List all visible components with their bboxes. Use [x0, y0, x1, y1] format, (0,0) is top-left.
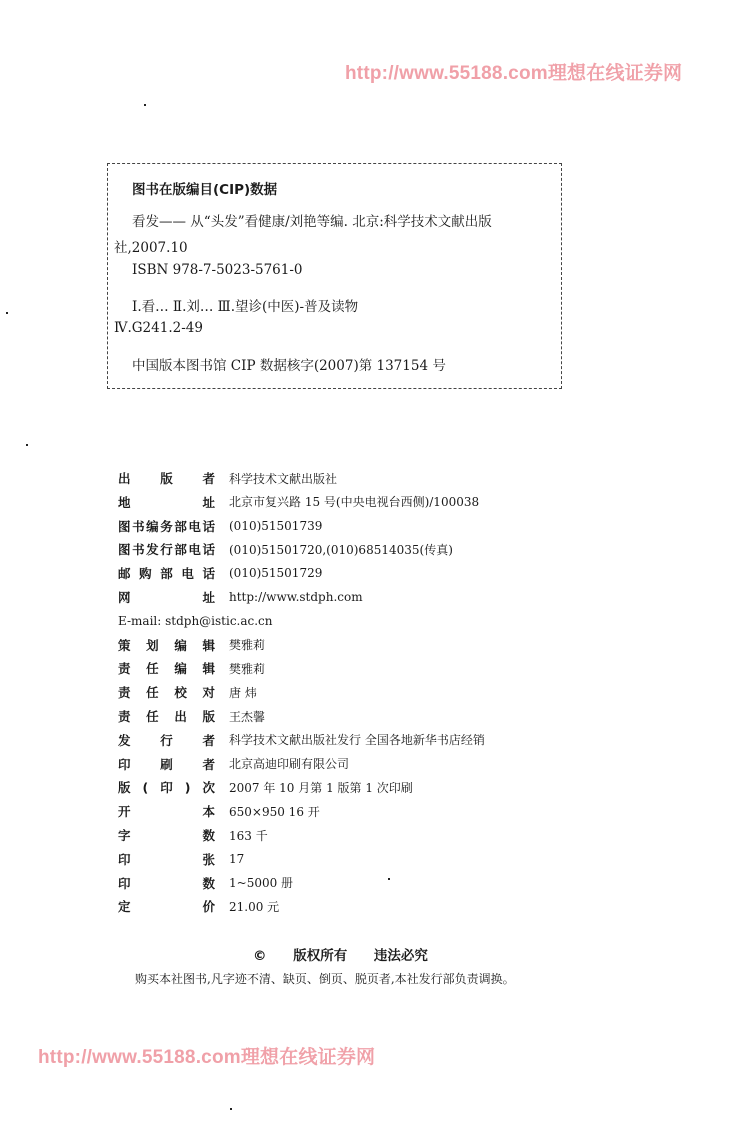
info-row: [118, 801, 320, 821]
watermark-bottom: http://www.55188.com理想在线证券网: [38, 1047, 376, 1068]
info-value: 王杰馨: [229, 709, 266, 724]
info-label: 印张: [118, 851, 215, 867]
info-label: 图书编务部电话: [118, 518, 215, 534]
info-value: (010)51501729: [229, 566, 323, 581]
scan-speck: [144, 104, 146, 106]
cip-line: Ⅳ.G241.2-49: [114, 320, 203, 336]
info-label: 邮购部电话: [118, 566, 215, 582]
info-value: 樊雅莉: [229, 638, 266, 653]
info-row: [118, 492, 479, 512]
info-row: [118, 896, 279, 916]
info-row: [118, 611, 273, 631]
copyright-rights: 版权所有: [293, 948, 348, 964]
info-value: 樊雅莉: [229, 661, 266, 676]
info-label: 责任校对: [118, 685, 215, 701]
info-label: 责任出版: [118, 709, 215, 724]
info-value: 163 千: [229, 828, 268, 843]
info-label: 责任编辑: [118, 661, 215, 677]
scan-speck: [388, 878, 390, 880]
info-label: 开本: [118, 804, 215, 820]
info-value: 21.00 元: [229, 899, 280, 914]
info-label: 印数: [118, 875, 215, 891]
info-row: [118, 682, 257, 702]
info-label: 定价: [118, 899, 215, 915]
info-row: [118, 563, 322, 583]
info-row: [118, 873, 293, 893]
notice-text: 购买本社图书,凡字迹不清、缺页、倒页、脱页者,本社发行部负责调换。: [135, 972, 515, 986]
info-label: 策划编辑: [118, 637, 215, 653]
copyright-icon: ©: [253, 948, 267, 964]
email-text: E-mail: stdph@istic.ac.cn: [118, 613, 273, 628]
info-row: [118, 754, 349, 774]
info-row: [118, 587, 363, 607]
info-row: [118, 516, 322, 536]
info-row: [118, 635, 265, 655]
info-value: 科学技术文献出版社发行 全国各地新华书店经销: [229, 733, 485, 748]
info-row: [118, 658, 265, 678]
info-row: [118, 849, 244, 869]
info-label: 版(印)次: [118, 780, 215, 796]
cip-line: 中国版本图书馆 CIP 数据核字(2007)第 137154 号: [132, 358, 446, 374]
info-row: [118, 706, 265, 726]
watermark-top: http://www.55188.com理想在线证券网: [345, 63, 683, 84]
info-value: 科学技术文献出版社: [229, 471, 338, 486]
info-label: 网址: [118, 590, 215, 605]
info-value: http://www.stdph.com: [229, 590, 363, 604]
info-label: 出版者: [118, 471, 215, 486]
info-value: (010)51501720,(010)68514035(传真): [229, 542, 453, 557]
cip-title: 图书在版编目(CIP)数据: [132, 182, 278, 198]
cip-isbn: ISBN 978-7-5023-5761-0: [132, 262, 303, 278]
info-value: 北京高迪印刷有限公司: [229, 757, 350, 772]
info-value: (010)51501739: [229, 518, 323, 533]
info-value: 650×950 16 开: [229, 804, 320, 819]
copyright-warning: 违法必究: [373, 948, 428, 964]
info-label: 发行者: [118, 732, 215, 748]
info-label: 字数: [118, 828, 215, 843]
info-row: [118, 730, 485, 750]
scan-speck: [230, 1108, 232, 1110]
info-value: 北京市复兴路 15 号(中央电视台西侧)/100038: [229, 495, 480, 510]
info-value: 17: [229, 851, 245, 866]
info-row: [118, 777, 413, 797]
info-row: [118, 539, 453, 559]
cip-line: 社,2007.10: [114, 240, 188, 256]
cip-line: Ⅰ.看… Ⅱ.刘… Ⅲ.望诊(中医)-普及读物: [132, 299, 359, 315]
info-value: 唐 炜: [229, 685, 257, 700]
scan-speck: [6, 312, 8, 314]
cip-data-box: [107, 163, 562, 389]
scan-speck: [26, 444, 28, 446]
copyright-line: [253, 944, 450, 964]
info-row: [118, 468, 337, 488]
info-label: 图书发行部电话: [118, 542, 215, 558]
info-label: 印刷者: [118, 756, 215, 772]
cip-line: 看发—— 从“头发”看健康/刘艳等编. 北京:科学技术文献出版: [132, 214, 492, 230]
info-row: [118, 825, 268, 845]
info-label: 地址: [118, 494, 215, 510]
info-value: 2007 年 10 月第 1 版第 1 次印刷: [229, 780, 413, 795]
info-value: 1~5000 册: [229, 876, 294, 891]
